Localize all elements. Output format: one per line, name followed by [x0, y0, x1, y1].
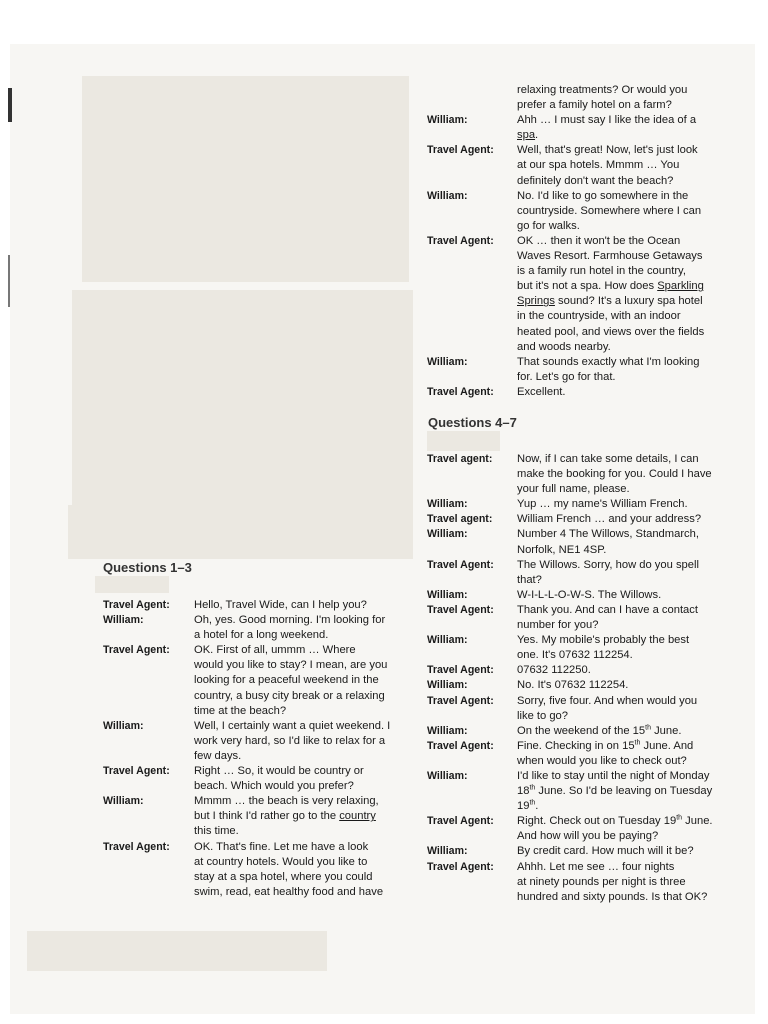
speaker-label: Travel Agent:	[103, 840, 170, 853]
dialogue-row	[427, 860, 742, 905]
speaker-label: Travel Agent:	[427, 385, 494, 398]
dialogue-line: William French … and your address?	[517, 513, 702, 526]
dialogue-right-bottom	[427, 452, 742, 905]
section-heading: Questions 4–7	[428, 415, 517, 430]
speaker-label: William:	[427, 845, 468, 858]
dialogue-line: The Willows. Sorry, how do you spell	[517, 558, 699, 571]
dialogue-row	[427, 189, 742, 234]
dialogue-line: I'd like to stay until the night of Monday	[517, 769, 710, 782]
dialogue-right-top	[427, 83, 742, 400]
dialogue-text	[517, 113, 742, 143]
dialogue-line: Right … So, it would be country or	[194, 765, 364, 778]
dialogue-line: for. Let's go for that.	[517, 370, 616, 383]
dialogue-line: 19th.	[517, 799, 539, 813]
dialogue-line: few days.	[194, 749, 242, 762]
dialogue-text	[194, 840, 413, 900]
dialogue-row	[427, 633, 742, 663]
speaker-label: Travel Agent:	[103, 765, 170, 778]
speaker-label: William:	[427, 189, 468, 202]
dialogue-text	[517, 83, 742, 113]
dialogue-line: And how will you be paying?	[517, 830, 659, 843]
dialogue-line: is a family run hotel in the country,	[517, 265, 686, 278]
speaker-label: William:	[103, 795, 144, 808]
dialogue-line: On the weekend of the 15th June.	[517, 723, 682, 737]
dialogue-line: go for walks.	[517, 219, 580, 232]
speaker-label: Travel Agent:	[427, 664, 494, 677]
dialogue-line: Norfolk, NE1 4SP.	[517, 543, 607, 556]
dialogue-line: make the booking for you. Could I have	[517, 468, 712, 481]
dialogue-line: like to go?	[517, 709, 568, 722]
dialogue-line: relaxing treatments? Or would you	[517, 84, 688, 96]
dialogue-line: W-I-L-L-O-W-S. The Willows.	[517, 588, 662, 601]
dialogue-row	[427, 603, 742, 633]
speaker-label: William:	[103, 719, 144, 732]
dialogue-line: but it's not a spa. How does Sparkling	[517, 280, 704, 293]
label-placeholder	[427, 431, 500, 451]
dialogue-line: beach. Which would you prefer?	[194, 780, 354, 793]
image-placeholder	[82, 76, 409, 282]
dialogue-line: Fine. Checking in on 15th June. And	[517, 739, 694, 752]
dialogue-text	[517, 724, 742, 739]
scan-mark	[8, 255, 10, 307]
dialogue-row	[427, 385, 742, 400]
image-placeholder	[72, 290, 413, 505]
dialogue-text	[194, 613, 413, 643]
scan-mark	[8, 88, 12, 122]
dialogue-text	[517, 739, 742, 769]
dialogue-line: By credit card. How much will it be?	[517, 845, 694, 858]
dialogue-row	[427, 234, 742, 355]
dialogue-line: Well, that's great! Now, let's just look	[517, 144, 698, 157]
speaker-label: William:	[427, 724, 468, 737]
speaker-label: Travel Agent:	[427, 694, 494, 707]
dialogue-row	[427, 724, 742, 739]
dialogue-row	[427, 588, 742, 603]
speaker-label: William:	[427, 769, 468, 782]
dialogue-text	[517, 769, 742, 814]
speaker-label: William:	[427, 528, 468, 541]
dialogue-line: but I think I'd rather go to the country	[194, 810, 376, 823]
dialogue-row	[427, 355, 742, 385]
dialogue-line: a hotel for a long weekend.	[194, 629, 329, 642]
dialogue-line: that?	[517, 573, 542, 586]
speaker-label: William:	[103, 614, 144, 627]
dialogue-row	[427, 452, 742, 497]
dialogue-line: time at the beach?	[194, 704, 287, 717]
dialogue-line: country, a busy city break or a relaxing	[194, 689, 385, 702]
dialogue-row	[427, 497, 742, 512]
dialogue-line: at ninety pounds per night is three	[517, 875, 686, 888]
dialogue-text	[517, 603, 742, 633]
speaker-label: Travel Agent:	[427, 144, 494, 157]
dialogue-left	[103, 598, 413, 900]
dialogue-text	[517, 234, 742, 355]
dialogue-row	[427, 663, 742, 678]
dialogue-line: at country hotels. Would you like to	[194, 855, 368, 868]
dialogue-line: in the countryside, with an indoor	[517, 310, 681, 323]
dialogue-text	[517, 663, 742, 678]
dialogue-text	[517, 527, 742, 557]
dialogue-row	[427, 694, 742, 724]
dialogue-text	[517, 558, 742, 588]
dialogue-text	[517, 633, 742, 663]
dialogue-row	[103, 598, 413, 613]
dialogue-line: Excellent.	[517, 385, 566, 398]
dialogue-line: definitely don't want the beach?	[517, 174, 674, 187]
dialogue-line: OK. First of all, ummm … Where	[194, 644, 356, 657]
dialogue-line: That sounds exactly what I'm looking	[517, 355, 700, 368]
dialogue-text	[517, 512, 742, 527]
dialogue-line: Now, if I can take some details, I can	[517, 453, 699, 465]
dialogue-row	[103, 613, 413, 643]
speaker-label: William:	[427, 679, 468, 692]
dialogue-row	[103, 764, 413, 794]
speaker-label: Travel Agent:	[427, 603, 494, 616]
dialogue-text	[194, 794, 413, 839]
dialogue-line: Oh, yes. Good morning. I'm looking for	[194, 614, 386, 627]
dialogue-row	[427, 678, 742, 693]
dialogue-row	[427, 512, 742, 527]
dialogue-line: when would you like to check out?	[517, 754, 687, 767]
speaker-label: William:	[427, 634, 468, 647]
dialogue-line: Mmmm … the beach is very relaxing,	[194, 795, 379, 808]
footer-placeholder	[27, 931, 327, 971]
dialogue-row	[427, 739, 742, 769]
dialogue-text	[194, 598, 413, 613]
speaker-label: William:	[427, 588, 468, 601]
image-placeholder	[68, 505, 413, 559]
dialogue-line: Springs sound? It's a luxury spa hotel	[517, 295, 703, 308]
dialogue-row	[427, 527, 742, 557]
dialogue-text	[517, 497, 742, 512]
speaker-label: William:	[427, 355, 468, 368]
dialogue-row	[427, 844, 742, 859]
dialogue-text	[517, 860, 742, 905]
dialogue-line: Ahhh. Let me see … four nights	[517, 860, 675, 873]
speaker-label: Travel Agent:	[103, 599, 170, 611]
dialogue-line: 18th June. So I'd be leaving on Tuesday	[517, 784, 713, 798]
dialogue-text	[194, 764, 413, 794]
speaker-label: Travel Agent:	[427, 815, 494, 828]
dialogue-line: prefer a family hotel on a farm?	[517, 99, 672, 112]
speaker-label: Travel Agent:	[427, 860, 494, 873]
dialogue-line: countryside. Somewhere where I can	[517, 204, 702, 217]
dialogue-text	[194, 643, 413, 718]
dialogue-text	[517, 143, 742, 188]
dialogue-line: work very hard, so I'd like to relax for a	[194, 734, 386, 747]
dialogue-row	[427, 143, 742, 188]
dialogue-line: Right. Check out on Tuesday 19th June.	[517, 814, 713, 828]
speaker-label: Travel Agent:	[427, 558, 494, 571]
dialogue-line: number for you?	[517, 619, 599, 632]
section-heading: Questions 1–3	[103, 560, 192, 575]
speaker-label: Travel Agent:	[427, 234, 494, 247]
dialogue-line: spa.	[517, 129, 539, 142]
dialogue-line: No. I'd like to go somewhere in the	[517, 189, 689, 202]
dialogue-line: would you like to stay? I mean, are you	[194, 659, 388, 672]
dialogue-text	[517, 844, 742, 859]
dialogue-line: Hello, Travel Wide, can I help you?	[194, 599, 367, 611]
dialogue-line: Ahh … I must say I like the idea of a	[517, 114, 697, 127]
dialogue-text	[517, 678, 742, 693]
dialogue-line: OK. That's fine. Let me have a look	[194, 840, 369, 853]
dialogue-line: Thank you. And can I have a contact	[517, 603, 698, 616]
dialogue-row	[427, 814, 742, 844]
dialogue-line: one. It's 07632 112254.	[517, 649, 633, 662]
dialogue-line: Number 4 The Willows, Standmarch,	[517, 528, 699, 541]
speaker-label: Travel Agent:	[427, 739, 494, 752]
dialogue-line: your full name, please.	[517, 483, 630, 496]
dialogue-line: this time.	[194, 825, 239, 838]
dialogue-row	[103, 643, 413, 718]
dialogue-line: No. It's 07632 112254.	[517, 679, 629, 692]
dialogue-line: Waves Resort. Farmhouse Getaways	[517, 250, 703, 263]
dialogue-row	[427, 769, 742, 814]
dialogue-line: and woods nearby.	[517, 340, 611, 353]
speaker-label: William:	[427, 114, 468, 127]
dialogue-text	[517, 814, 742, 844]
speaker-label	[427, 83, 517, 113]
dialogue-text	[517, 355, 742, 385]
dialogue-row	[427, 83, 742, 113]
dialogue-row	[103, 840, 413, 900]
dialogue-line: Sorry, five four. And when would you	[517, 694, 698, 707]
speaker-label: Travel agent:	[427, 453, 493, 465]
dialogue-text	[517, 189, 742, 234]
dialogue-line: stay at a spa hotel, where you could	[194, 870, 373, 883]
dialogue-line: Yup … my name's William French.	[517, 498, 688, 511]
dialogue-line: at our spa hotels. Mmmm … You	[517, 159, 680, 172]
dialogue-text	[517, 588, 742, 603]
dialogue-text	[194, 719, 413, 764]
dialogue-row	[103, 719, 413, 764]
dialogue-line: Well, I certainly want a quiet weekend. I	[194, 719, 391, 732]
dialogue-line: heated pool, and views over the fields	[517, 325, 705, 338]
dialogue-text	[517, 452, 742, 497]
dialogue-text	[517, 694, 742, 724]
dialogue-line: OK … then it won't be the Ocean	[517, 234, 681, 247]
dialogue-row	[427, 558, 742, 588]
speaker-label: Travel Agent:	[103, 644, 170, 657]
dialogue-row	[427, 113, 742, 143]
dialogue-line: Yes. My mobile's probably the best	[517, 634, 690, 647]
dialogue-line: 07632 112250.	[517, 664, 591, 677]
speaker-label: Travel agent:	[427, 513, 493, 526]
speaker-label: William:	[427, 498, 468, 511]
label-placeholder	[95, 576, 169, 593]
dialogue-line: hundred and sixty pounds. Is that OK?	[517, 890, 708, 903]
dialogue-text	[517, 385, 742, 400]
dialogue-line: swim, read, eat healthy food and have	[194, 885, 384, 898]
dialogue-line: looking for a peaceful weekend in the	[194, 674, 379, 687]
dialogue-row	[103, 794, 413, 839]
